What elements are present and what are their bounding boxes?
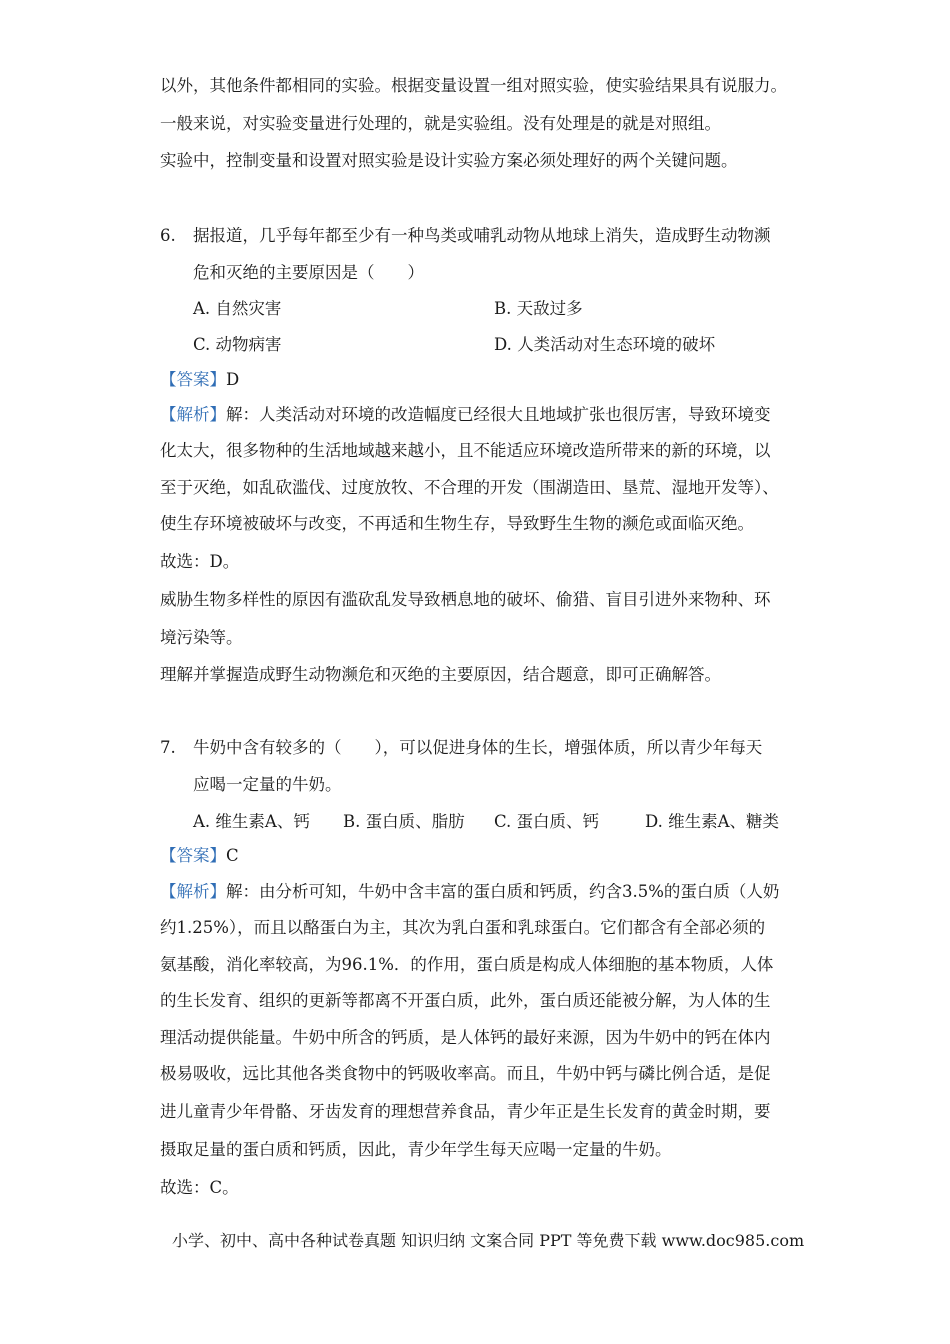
intro-line-1: 以外，其他条件都相同的实验。根据变量设置一组对照实验，使实验结果具有说服力。 [160, 76, 787, 95]
intro-line-3: 实验中，控制变量和设置对照实验是设计实验方案必须处理好的两个关键问题。 [160, 151, 738, 170]
intro-line-2: 一般来说，对实验变量进行处理的，就是实验组。没有处理是的就是对照组。 [160, 114, 721, 133]
q7-analysis-line-5: 理活动提供能量。牛奶中所含的钙质，是人体钙的最好来源，因为牛奶中的钙在体内 [160, 1028, 771, 1047]
q6-analysis-line-2: 化太大，很多物种的生活地域越来越小，且不能适应环境改造所带来的新的环境，以 [160, 441, 771, 460]
q6-answer-value: D [226, 370, 240, 389]
q7-option-c: C. 蛋白质、钙 [494, 812, 600, 831]
q7-stem-line-1: 牛奶中含有较多的（ ），可以促进身体的生长，增强体质，所以青少年每天 [193, 738, 763, 757]
q7-analysis-line-4: 的生长发育、组织的更新等都离不开蛋白质，此外，蛋白质还能被分解，为人体的生 [160, 991, 771, 1010]
q6-option-b: B. 天敌过多 [494, 299, 583, 318]
q7-stem-line-2: 应喝一定量的牛奶。 [193, 775, 342, 794]
q6-analysis-line-5: 故选：D。 [160, 552, 240, 571]
q6-stem-line-2: 危和灭绝的主要原因是（ ） [193, 263, 424, 282]
q7-option-b: B. 蛋白质、脂肪 [343, 812, 465, 831]
q7-analysis-line-8: 摄取足量的蛋白质和钙质，因此，青少年学生每天应喝一定量的牛奶。 [160, 1140, 672, 1159]
q6-analysis-line-7: 境污染等。 [160, 628, 243, 647]
q6-analysis-line-4: 使生存环境被破坏与改变，不再适和生物生存，导致野生生物的濒危或面临灭绝。 [160, 514, 754, 533]
q7-analysis-tag: 【解析】 [160, 882, 226, 901]
q6-analysis-text-1: 解：人类活动对环境的改造幅度已经很大且地域扩张也很厉害，导致环境变 [226, 405, 771, 424]
q7-option-a: A. 维生素A、钙 [193, 812, 310, 831]
q7-analysis-line-3: 氨基酸，消化率较高，为96.1%．的作用，蛋白质是构成人体细胞的基本物质，人体 [160, 955, 774, 974]
q6-analysis-line-6: 威胁生物多样性的原因有滥砍乱发导致栖息地的破坏、偷猎、盲目引进外来物种、环 [160, 590, 771, 609]
q7-analysis-line-9: 故选：C。 [160, 1178, 239, 1197]
q7-analysis-line-1 [160, 880, 779, 904]
q6-analysis-tag: 【解析】 [160, 405, 226, 424]
page-footer: 小学、初中、高中各种试卷真题 知识归纳 文案合同 PPT 等免费下载 www.doc985.com [172, 1231, 805, 1250]
q6-answer-tag: 【答案】 [160, 370, 226, 389]
q6-analysis-line-3: 至于灭绝，如乱砍滥伐、过度放牧、不合理的开发（围湖造田、垦荒、湿地开发等）、 [160, 478, 779, 497]
q7-analysis-line-7: 进儿童青少年骨骼、牙齿发育的理想营养食品，青少年正是生长发育的黄金时期，要 [160, 1102, 771, 1121]
q6-answer [160, 368, 239, 392]
q6-option-a: A. 自然灾害 [193, 299, 282, 318]
q7-answer-value: C [226, 846, 239, 865]
q7-analysis-text-1: 解：由分析可知，牛奶中含丰富的蛋白质和钙质，约含3.5%的蛋白质（人奶 [226, 882, 780, 901]
q6-analysis-line-8: 理解并掌握造成野生动物濒危和灭绝的主要原因，结合题意，即可正确解答。 [160, 665, 721, 684]
q6-option-d: D. 人类活动对生态环境的破坏 [494, 335, 716, 354]
q7-answer-tag: 【答案】 [160, 846, 226, 865]
q7-analysis-line-6: 极易吸收，远比其他各类食物中的钙吸收率高。而且，牛奶中钙与磷比例合适，是促 [160, 1064, 771, 1083]
q7-answer [160, 844, 239, 868]
q7-option-d: D. 维生素A、糖类 [645, 812, 780, 831]
q6-number: 6. [160, 226, 176, 245]
q7-number: 7. [160, 738, 176, 757]
q6-analysis-line-1 [160, 403, 771, 427]
q6-option-c: C. 动物病害 [193, 335, 282, 354]
q6-stem-line-1: 据报道，几乎每年都至少有一种鸟类或哺乳动物从地球上消失，造成野生动物濒 [193, 226, 771, 245]
q7-analysis-line-2: 约1.25%），而且以酪蛋白为主，其次为乳白蛋和乳球蛋白。它们都含有全部必须的 [160, 918, 766, 937]
